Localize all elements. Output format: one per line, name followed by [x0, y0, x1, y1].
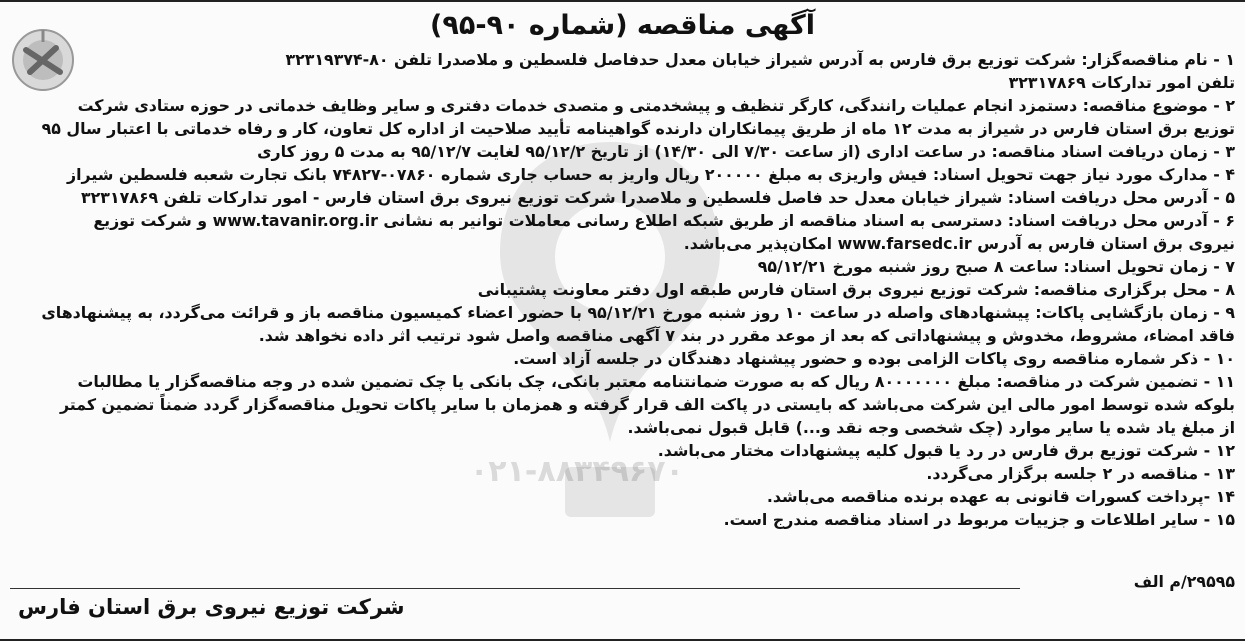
clause-4-line: ۴ - مدارک مورد نیاز جهت تحویل اسناد: فیش واریزی به مبلغ ۲۰۰۰۰۰ ریال واریز به حساب جاری شماره ۰۷۸۶۰-۷۴۸۲۷ بانک تجارت شعبه فلسطین شیراز: [67, 165, 1235, 184]
clause-9-line: ۹ - زمان بازگشایی پاکات: پیشنهادهای واصله در ساعت ۱۰ روز شنبه مورخ ۹۵/۱۲/۲۱ با حضور اعضاء کمیسیون مناقصه باز و قرائت می‌گردد، به پیشنهادهای: [41, 303, 1235, 322]
clause-12-line: ۱۲ - شرکت توزیع برق فارس در رد یا قبول کلیه پیشنهادات مختار می‌باشد.: [657, 441, 1235, 460]
watermark-phone: ۰۲۱-۸۸۳۴۹۶۷۰: [470, 454, 684, 489]
clause-5-line: ۵ - آدرس محل دریافت اسناد: شیراز خیابان معدل حد فاصل فلسطین و ملاصدرا شرکت توزیع نیروی برق استان فارس - امور تدارکات تلفن ۳۲۳۱۷۸۶۹: [81, 188, 1235, 207]
clause-2-continuation: توزیع برق استان فارس در شیراز به مدت ۱۲ ماه از طریق پیمانکاران دارنده گواهینامه تأیید صلاحیت از اداره کل تعاون، کار و رفاه خدماتی با اعتبار سال ۹۵: [41, 119, 1235, 138]
clause-1-line: ۱ - نام مناقصه‌گزار: شرکت توزیع برق فارس به آدرس شیراز خیابان معدل حدفاصل فلسطین و ملاصدرا تلفن ۸۰-۳۲۳۱۹۳۷۴: [285, 50, 1235, 69]
issuer-signature: شرکت توزیع نیروی برق استان فارس: [18, 595, 405, 619]
clause-15-line: ۱۵ - سایر اطلاعات و جزییات مربوط در اسناد مناقصه مندرج است.: [723, 510, 1235, 529]
clause-9-continuation: فاقد امضاء، مشروط، مخدوش و پیشنهاداتی که بعد از موعد مقرر در بند ۷ آگهی مناقصه واصل شود ترتیب اثر داده نخواهد شد.: [258, 326, 1235, 345]
clause-3-line: ۳ - زمان دریافت اسناد مناقصه: در ساعت اداری (از ساعت ۷/۳۰ الی ۱۴/۳۰) از تاریخ ۹۵/۱۲/۲ لغایت ۹۵/۱۲/۷ به مدت ۵ روز کاری: [257, 142, 1235, 161]
clause-13-line: ۱۳ - مناقصه در ۲ جلسه برگزار می‌گردد.: [926, 464, 1235, 483]
clause-6-continuation: نیروی برق استان فارس به آدرس www.farsedc.ir امکان‌پذیر می‌باشد.: [683, 234, 1235, 253]
clause-2-line: ۲ - موضوع مناقصه: دستمزد انجام عملیات رانندگی، کارگر تنظیف و پیشخدمتی و متصدی خدمات دفتری و سایر وظایف خدماتی در حوزه ستادی شرکت: [77, 96, 1235, 115]
clause-7-line: ۷ - زمان تحویل اسناد: ساعت ۸ صبح روز شنبه مورخ ۹۵/۱۲/۲۱: [757, 257, 1235, 276]
clause-14-line: ۱۴ -پرداخت کسورات قانونی به عهده برنده مناقصه می‌باشد.: [766, 487, 1235, 506]
clause-11-continuation-2: از مبلغ یاد شده یا سایر موارد (چک شخصی وجه نقد و...) قابل قبول نمی‌باشد.: [627, 418, 1235, 437]
clause-10-line: ۱۰ - ذکر شماره مناقصه روی پاکات الزامی بوده و حضور پیشنهاد دهندگان در جلسه آزاد است.: [513, 349, 1235, 368]
clause-11-line: ۱۱ - تضمین شرکت در مناقصه: مبلغ ۸۰۰۰۰۰۰۰ ریال که به صورت ضمانتنامه معتبر بانکی، چک بانکی یا چک تضمین شده در وجه مناقصه‌گزار یا مطالبات: [77, 372, 1235, 391]
footer-divider: [10, 588, 1020, 589]
notice-reference-code: ۲۹۵۹۵/م الف: [1133, 572, 1235, 591]
clause-11-continuation-1: بلوکه شده توسط امور مالی این شرکت می‌باشد که بایستی در پاکت الف قرار گرفته و همزمان با سایر پاکات تحویل مناقصه‌گزار گردد ضمناً تضمین کمتر: [59, 395, 1235, 414]
clause-8-line: ۸ - محل برگزاری مناقصه: شرکت توزیع نیروی برق استان فارس طبقه اول دفتر معاونت پشتیبانی: [477, 280, 1235, 299]
clause-1-phone-line: تلفن امور تدارکات ۳۲۳۱۷۸۶۹: [1008, 73, 1235, 92]
clause-6-line: ۶ - آدرس محل دریافت اسناد: دسترسی به اسناد مناقصه از طریق شبکه اطلاع رسانی معاملات توانیر به نشانی www.tavanir.org.ir و شرکت توزیع: [93, 211, 1235, 230]
notice-title: آگهی مناقصه (شماره ۹۰-۹۵): [430, 10, 815, 41]
